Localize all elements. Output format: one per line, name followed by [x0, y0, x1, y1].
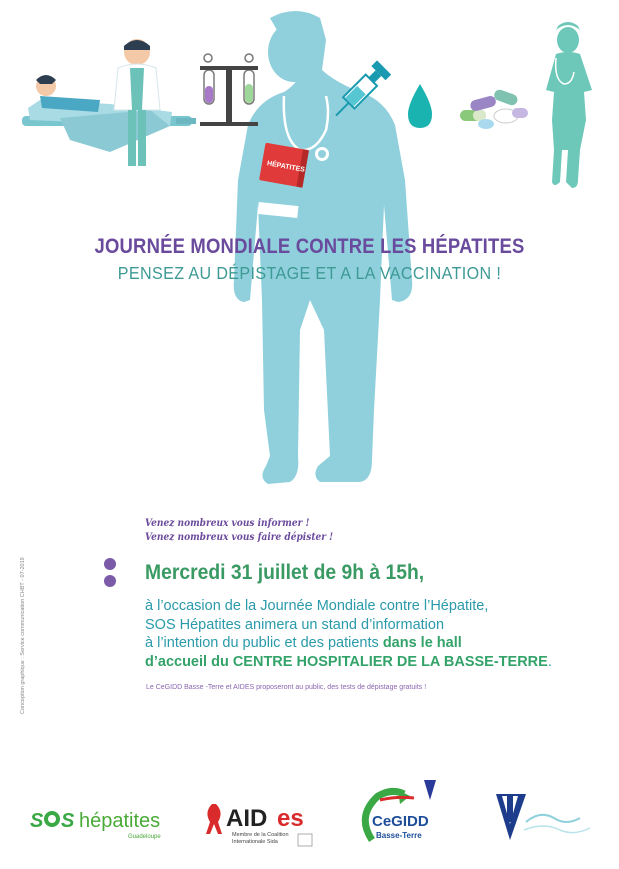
svg-text:AID: AID [226, 805, 268, 832]
svg-text:Internationale Sida: Internationale Sida [232, 839, 278, 845]
event-location-part1: dans le hall [382, 635, 462, 651]
invite-line-screening: Venez nombreux vous faire dépister ! [145, 531, 334, 543]
svg-text:hépatites: hépatites [79, 810, 161, 832]
svg-text:CeGIDD: CeGIDD [372, 813, 429, 830]
chbt-hospital-logo [496, 794, 590, 840]
svg-text:Membre de la Coalition: Membre de la Coalition [232, 832, 289, 838]
pills-icon [460, 88, 528, 129]
aides-logo [206, 804, 312, 846]
patient-bed-illustration [22, 39, 196, 166]
partner-logos [0, 760, 619, 860]
footnote: Le CeGIDD Basse -Terre et AIDES proposeront au public, des tests de dépistage gratuits ! [146, 684, 427, 691]
svg-text:Basse-Terre: Basse-Terre [376, 831, 422, 840]
svg-text:S: S [30, 810, 44, 832]
svg-text:es: es [277, 805, 304, 832]
event-line-2: SOS Hépatites animera un stand d’information [145, 616, 445, 633]
event-date: Mercredi 31 juillet de 9h à 15h, [145, 561, 425, 584]
event-description [145, 597, 585, 671]
test-tubes-icon [200, 54, 258, 126]
page-subtitle: PENSEZ AU DÉPISTAGE ET A LA VACCINATION ! [117, 263, 502, 283]
event-line-3: à l’intention du public et des patients dans le hall [145, 635, 462, 651]
nurse-silhouette [546, 22, 592, 188]
svg-text:Guadeloupe: Guadeloupe [128, 834, 161, 840]
event-line-1: à l’occasion de la Journée Mondiale contre l’Hépatite, [145, 598, 489, 614]
svg-text:S: S [61, 810, 75, 832]
event-location-part2: d’accueil du CENTRE HOSPITALIER DE LA BASSE-TERRE [145, 653, 548, 670]
droplet-icon [408, 84, 432, 128]
cegidd-logo [365, 780, 436, 840]
book-label: HÉPATITES [266, 160, 306, 174]
invite-line-inform: Venez nombreux vous informer ! [145, 517, 310, 529]
colon-dot-top [104, 558, 116, 570]
page-title: JOURNÉE MONDIALE CONTRE LES HÉPATITES [94, 234, 525, 258]
design-credit: Conception graphique : Service communication CHBT - 07-2019 [20, 557, 26, 714]
sos-hepatites-logo [30, 810, 161, 840]
colon-dot-bottom [104, 575, 116, 587]
event-line-4: d’accueil du CENTRE HOSPITALIER DE LA BASSE-TERRE. [145, 653, 552, 670]
